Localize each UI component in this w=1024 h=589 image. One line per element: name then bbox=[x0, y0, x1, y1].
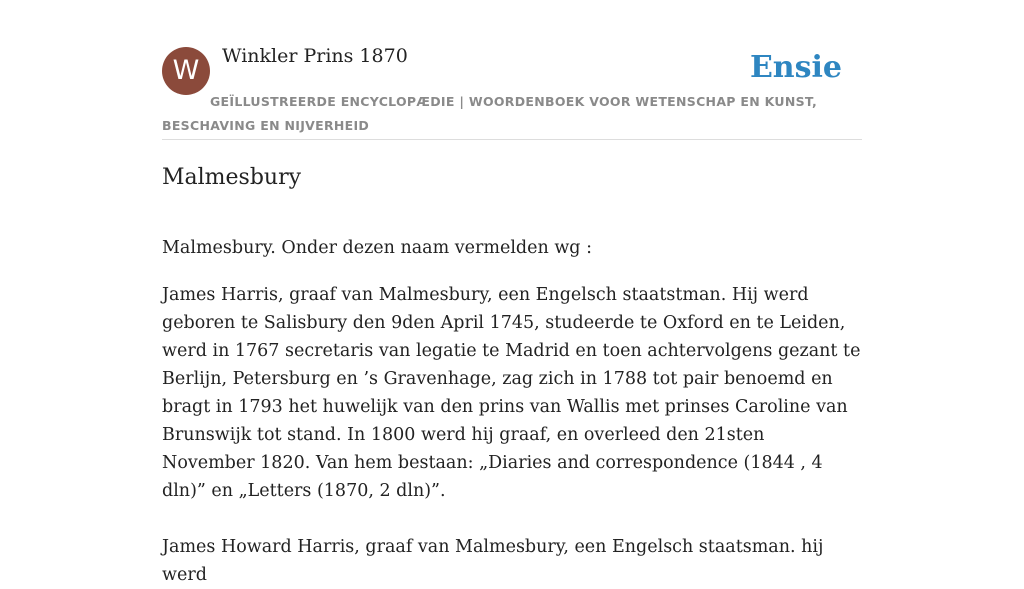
article-paragraph: James Harris, graaf van Malmesbury, een Engelsch staatstman. Hij werd geboren te Salisbury den 9den April 1745, studeerde te Oxford en te Leiden, werd in 1767 secretaris van legatie te Madrid en toen achtervolgens gezant te Berlijn, Petersburg en ’s Gravenhage, zag zich in 1788 tot pair benoemd en bragt in 1793 het huwelijk van den prins van Wallis met prinses Caroline van Brunswijk tot stand. In 1800 werd hij graaf, en overleed den 21sten November 1820. Van hem bestaan: „Diaries and correspondence (1844 , 4 dln)” en „Letters (1870, 2 dln)”. bbox=[162, 285, 861, 501]
article bbox=[162, 160, 862, 589]
avatar[interactable]: W bbox=[162, 47, 210, 95]
article-paragraph: James Howard Harris, graaf van Malmesbury, een Engelsch staatsman. hij werd bbox=[162, 537, 824, 585]
site-title-link[interactable]: Winkler Prins 1870 bbox=[222, 45, 408, 67]
site-subtitle: GEÏLLUSTREERDE ENCYCLOPÆDIE | WOORDENBOEK VOOR WETENSCHAP EN KUNST, BESCHAVING EN NIJVERHEID bbox=[162, 94, 818, 133]
article-intro: Malmesbury. Onder dezen naam vermelden wg : bbox=[162, 238, 592, 258]
article-title: Malmesbury bbox=[162, 165, 302, 190]
brand-logo-link[interactable]: Ensie bbox=[749, 50, 842, 85]
site-header bbox=[162, 0, 862, 140]
